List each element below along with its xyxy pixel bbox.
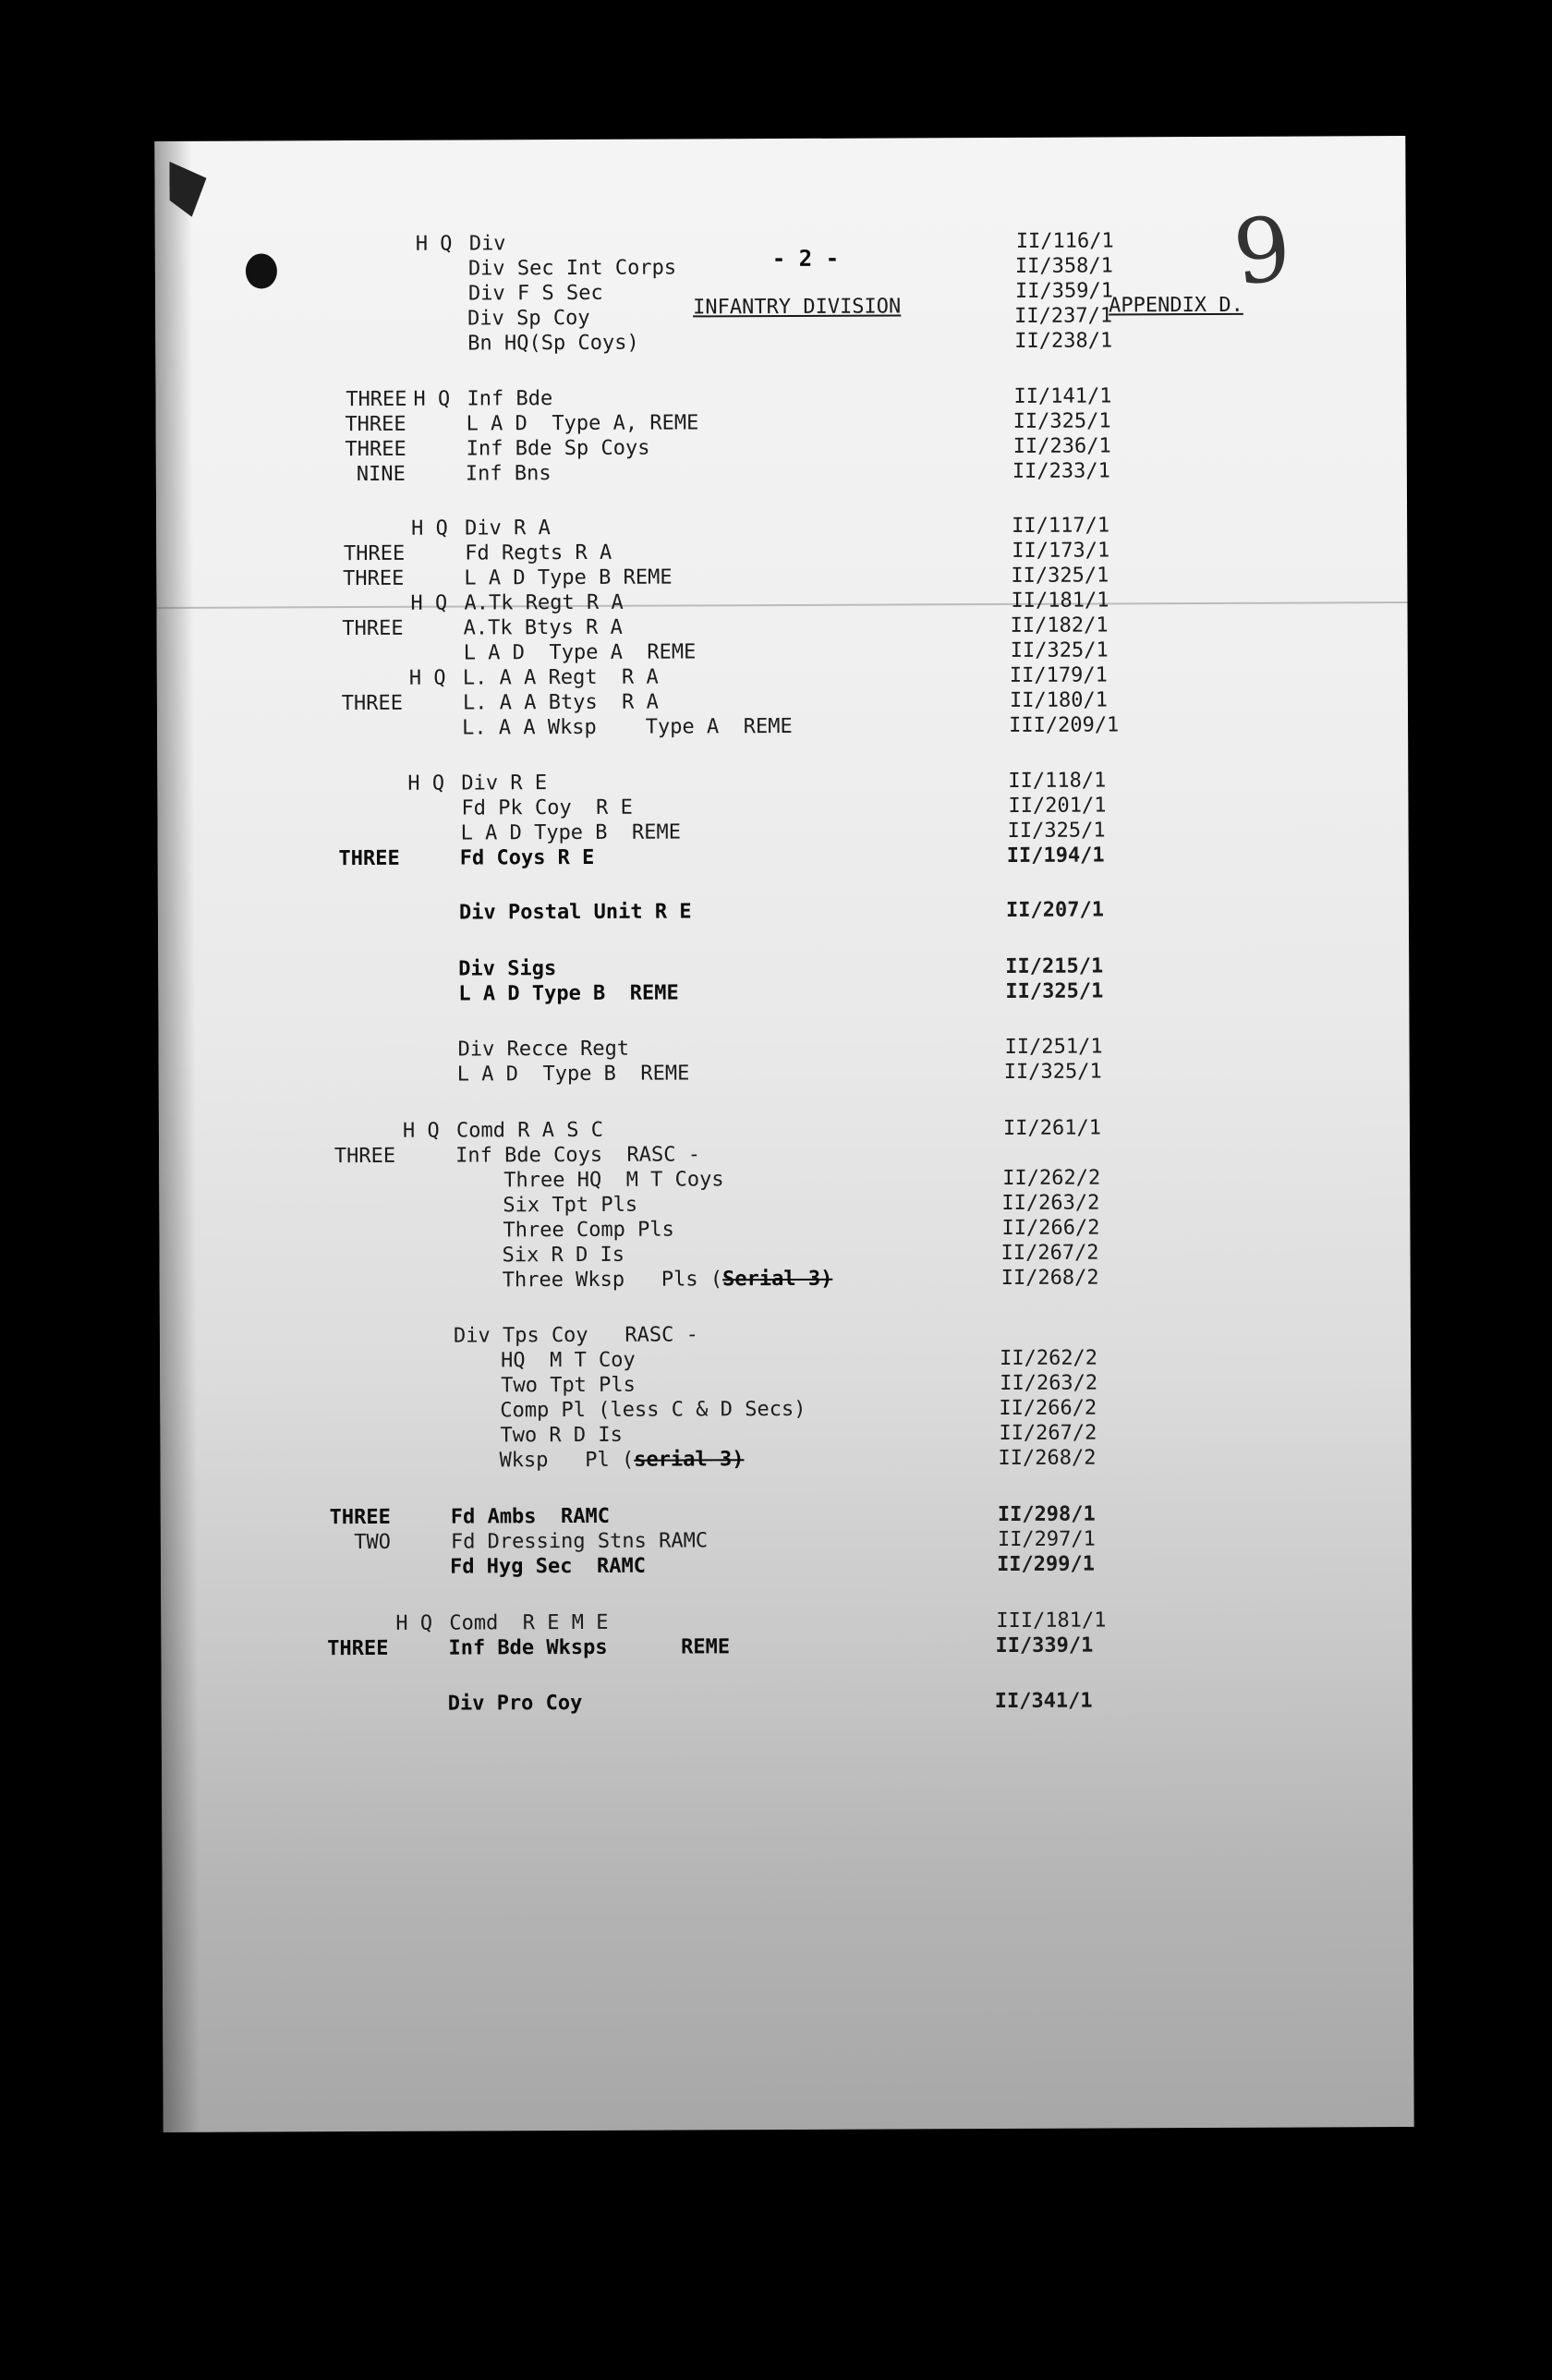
row-unit-text: Inf Bde Sp Coys <box>466 436 650 461</box>
row-unit-text: Comp Pl (less C & D Secs) <box>500 1397 806 1423</box>
row-unit-text: Inf Bns <box>465 462 552 486</box>
row-quantity: THREE <box>343 541 406 566</box>
row-quantity: THREE <box>343 566 405 591</box>
row-reference: II/358/1 <box>1014 254 1113 278</box>
struck-through-text: serial 3) <box>634 1448 745 1472</box>
row-unit-text: L. A A Wksp Type A REME <box>462 714 793 740</box>
document-title: INFANTRY DIVISION <box>693 295 902 320</box>
row-reference: II/251/1 <box>1004 1035 1103 1059</box>
row-unit <box>450 1504 611 1529</box>
row-hq-prefix: H Q <box>415 232 453 256</box>
row-unit <box>465 540 612 565</box>
row-unit <box>448 1637 730 1658</box>
fold-line <box>157 601 1408 609</box>
row-reference: II/179/1 <box>1009 663 1108 687</box>
row-unit <box>462 690 659 715</box>
row-unit-text: Wksp Pl ( <box>499 1448 635 1473</box>
row-unit <box>467 413 699 434</box>
row-unit-text: L. A A Regt R A <box>462 665 659 690</box>
row-reference: II/298/1 <box>997 1502 1096 1526</box>
row-unit <box>459 902 692 923</box>
row-unit-text: Six R D Is <box>502 1243 625 1268</box>
row-unit <box>462 665 659 690</box>
row-reference: II/237/1 <box>1014 304 1113 328</box>
row-unit-text: Two R D Is <box>500 1423 623 1448</box>
row-unit-text: HQ M T Coy <box>501 1348 636 1373</box>
row-reference: II/325/1 <box>1003 1060 1102 1084</box>
row-unit-text: Three HQ M T Coys <box>503 1168 724 1193</box>
row-reference: II/341/1 <box>994 1689 1093 1714</box>
row-reference: II/325/1 <box>1007 819 1106 843</box>
row-reference: II/194/1 <box>1006 844 1105 868</box>
row-unit <box>467 281 603 306</box>
row-unit <box>451 1531 708 1552</box>
document-page <box>154 136 1413 2132</box>
row-unit-text: L A D Type A REME <box>463 640 697 665</box>
row-hq-prefix: H Q <box>395 1611 433 1635</box>
row-quantity: THREE <box>341 691 404 716</box>
row-unit <box>455 1118 603 1143</box>
row-unit <box>464 642 697 663</box>
row-reference: II/238/1 <box>1014 329 1113 353</box>
row-quantity: THREE <box>327 1636 389 1661</box>
row-unit <box>499 1450 744 1471</box>
row-quantity: TWO <box>354 1530 391 1555</box>
row-reference: II/233/1 <box>1012 459 1110 483</box>
row-unit-text: Fd Dressing Stns RAMC <box>450 1529 709 1554</box>
row-unit <box>503 1193 638 1218</box>
row-unit-text: Div F S Sec <box>467 281 603 306</box>
row-reference: II/236/1 <box>1012 434 1111 458</box>
row-unit <box>503 1220 674 1242</box>
row-unit <box>469 234 506 254</box>
row-unit <box>447 1691 583 1716</box>
row-quantity: THREE <box>329 1505 391 1530</box>
row-unit-text: Fd Ambs RAMC <box>450 1504 611 1529</box>
row-unit <box>503 1170 724 1191</box>
row-unit <box>467 306 590 331</box>
row-unit-text: Three Wksp Pls ( <box>502 1268 723 1293</box>
row-unit-text: Two Tpt Pls <box>501 1373 636 1398</box>
row-reference: II/141/1 <box>1013 384 1112 408</box>
row-unit-text: Six Tpt Pls <box>503 1193 638 1218</box>
row-unit-text: Fd Regts R A <box>465 540 612 565</box>
row-unit <box>503 1245 625 1267</box>
row-hq-prefix: H Q <box>410 591 448 615</box>
row-reference: II/325/1 <box>1011 564 1109 588</box>
row-hq-prefix: H Q <box>408 666 446 690</box>
row-reference: II/118/1 <box>1008 769 1107 793</box>
row-reference: II/268/2 <box>1000 1266 1099 1290</box>
row-reference: II/263/2 <box>1000 1371 1098 1395</box>
row-unit-text: Fd Pk Coy R E <box>461 795 633 820</box>
row-unit-text: L A D Type A, REME <box>466 411 699 436</box>
row-reference: II/325/1 <box>1005 979 1104 1003</box>
row-unit-text: Div Recce Regt <box>457 1037 630 1062</box>
row-quantity: THREE <box>333 1144 396 1169</box>
row-unit-text: L A D Type B REME <box>460 820 682 845</box>
row-unit-text: Fd Coys R E <box>459 845 595 870</box>
row-unit <box>500 1423 623 1448</box>
row-reference: II/325/1 <box>1010 638 1109 662</box>
struck-through-text: Serial 3) <box>722 1267 833 1292</box>
row-reference: II/267/2 <box>999 1421 1097 1445</box>
row-unit <box>459 845 595 870</box>
row-unit-text: Inf Bde Coys RASC - <box>455 1143 701 1168</box>
row-reference: II/297/1 <box>997 1527 1096 1551</box>
row-unit-text: Div Pro Coy <box>447 1691 583 1716</box>
row-unit-text: Fd Hyg Sec RAMC <box>449 1554 647 1579</box>
row-reference: II/207/1 <box>1005 898 1104 922</box>
row-unit <box>462 714 793 740</box>
row-reference: II/173/1 <box>1012 539 1110 563</box>
row-unit <box>461 795 633 820</box>
row-unit <box>449 1554 647 1579</box>
row-reference: II/181/1 <box>1011 589 1109 613</box>
row-unit <box>466 464 552 484</box>
row-unit-text: L. A A Btys R A <box>462 690 659 715</box>
row-reference: II/268/2 <box>998 1446 1097 1470</box>
row-unit <box>501 1373 636 1398</box>
row-unit-text: L A D Type B REME <box>458 981 679 1006</box>
row-unit-text: Div R A <box>465 516 551 540</box>
row-unit <box>454 1325 698 1346</box>
row-unit <box>467 389 552 409</box>
row-unit <box>464 565 673 590</box>
row-reference: II/267/2 <box>1000 1241 1099 1265</box>
row-unit-text: Div Sigs <box>458 957 557 981</box>
row-unit-text: L A D Type B REME <box>464 565 673 590</box>
row-quantity: THREE <box>342 616 404 641</box>
row-unit <box>463 615 623 640</box>
row-unit <box>449 1610 609 1635</box>
row-unit-text: L A D Type B REME <box>456 1062 690 1087</box>
row-reference: II/180/1 <box>1009 688 1108 712</box>
row-unit <box>458 959 556 979</box>
row-unit-text: Bn HQ(Sp Coys) <box>467 331 639 356</box>
row-reference: II/359/1 <box>1014 279 1114 303</box>
row-unit <box>465 518 551 539</box>
row-unit-text: Div R E <box>461 771 548 795</box>
row-hq-prefix: H Q <box>407 771 445 795</box>
row-unit-text: Comd R A S C <box>455 1118 603 1143</box>
row-reference: II/262/2 <box>1000 1346 1098 1370</box>
row-reference: II/263/2 <box>1001 1191 1100 1215</box>
row-unit-text: A.Tk Regt R A <box>464 590 624 615</box>
row-hq-prefix: H Q <box>402 1119 440 1143</box>
row-unit <box>501 1348 636 1373</box>
row-unit-text: Div Sp Coy <box>467 306 590 331</box>
row-unit <box>467 256 677 281</box>
row-reference: II/325/1 <box>1012 409 1111 433</box>
row-unit <box>464 590 624 615</box>
row-unit-text: Div Tps Coy RASC - <box>453 1323 698 1348</box>
row-unit-text: Inf Bde Wksps REME <box>448 1635 731 1660</box>
row-unit-text: Inf Bde <box>467 387 553 411</box>
row-reference: II/215/1 <box>1005 954 1104 978</box>
row-reference: III/209/1 <box>1009 713 1120 737</box>
row-unit <box>503 1269 833 1292</box>
row-unit <box>461 773 547 794</box>
row-unit-text: Div Sec Int Corps <box>467 256 677 281</box>
handwritten-page-mark: 9 <box>1228 196 1296 306</box>
row-reference: II/261/1 <box>1002 1116 1101 1140</box>
row-quantity: THREE <box>345 412 406 437</box>
row-hq-prefix: H Q <box>411 516 448 540</box>
row-unit <box>466 436 650 461</box>
row-reference: II/266/2 <box>999 1396 1097 1420</box>
punch-hole <box>246 253 277 288</box>
row-reference: II/339/1 <box>995 1633 1094 1658</box>
row-reference: II/262/2 <box>1002 1166 1101 1190</box>
row-reference: II/117/1 <box>1012 514 1110 538</box>
page-edge-shadow <box>154 141 200 2132</box>
row-unit <box>457 1063 690 1085</box>
page-number: - 2 - <box>771 245 840 273</box>
row-reference: II/182/1 <box>1010 613 1109 638</box>
row-unit <box>458 1039 630 1061</box>
row-unit <box>467 331 639 356</box>
row-unit <box>458 983 679 1004</box>
row-unit-text: Div Postal Unit R E <box>458 900 692 925</box>
row-reference: II/266/2 <box>1001 1216 1100 1240</box>
row-unit-text: Div <box>468 232 506 256</box>
row-unit-text: Comd R E M E <box>449 1610 609 1635</box>
appendix-label: APPENDIX D. <box>1109 293 1243 318</box>
row-quantity: THREE <box>346 387 407 412</box>
row-unit-text: A.Tk Btys R A <box>463 615 623 640</box>
row-quantity: NINE <box>356 462 406 487</box>
row-reference: II/116/1 <box>1015 229 1114 253</box>
row-unit <box>455 1145 700 1166</box>
row-unit-text: Three Comp Pls <box>503 1218 674 1243</box>
row-reference: III/181/1 <box>996 1609 1107 1633</box>
row-reference: II/299/1 <box>996 1552 1096 1577</box>
row-hq-prefix: H Q <box>413 387 451 411</box>
row-quantity: THREE <box>338 846 400 871</box>
row-reference: II/201/1 <box>1008 794 1107 818</box>
row-quantity: THREE <box>345 437 406 462</box>
row-unit <box>461 822 682 844</box>
row-unit <box>500 1397 806 1423</box>
